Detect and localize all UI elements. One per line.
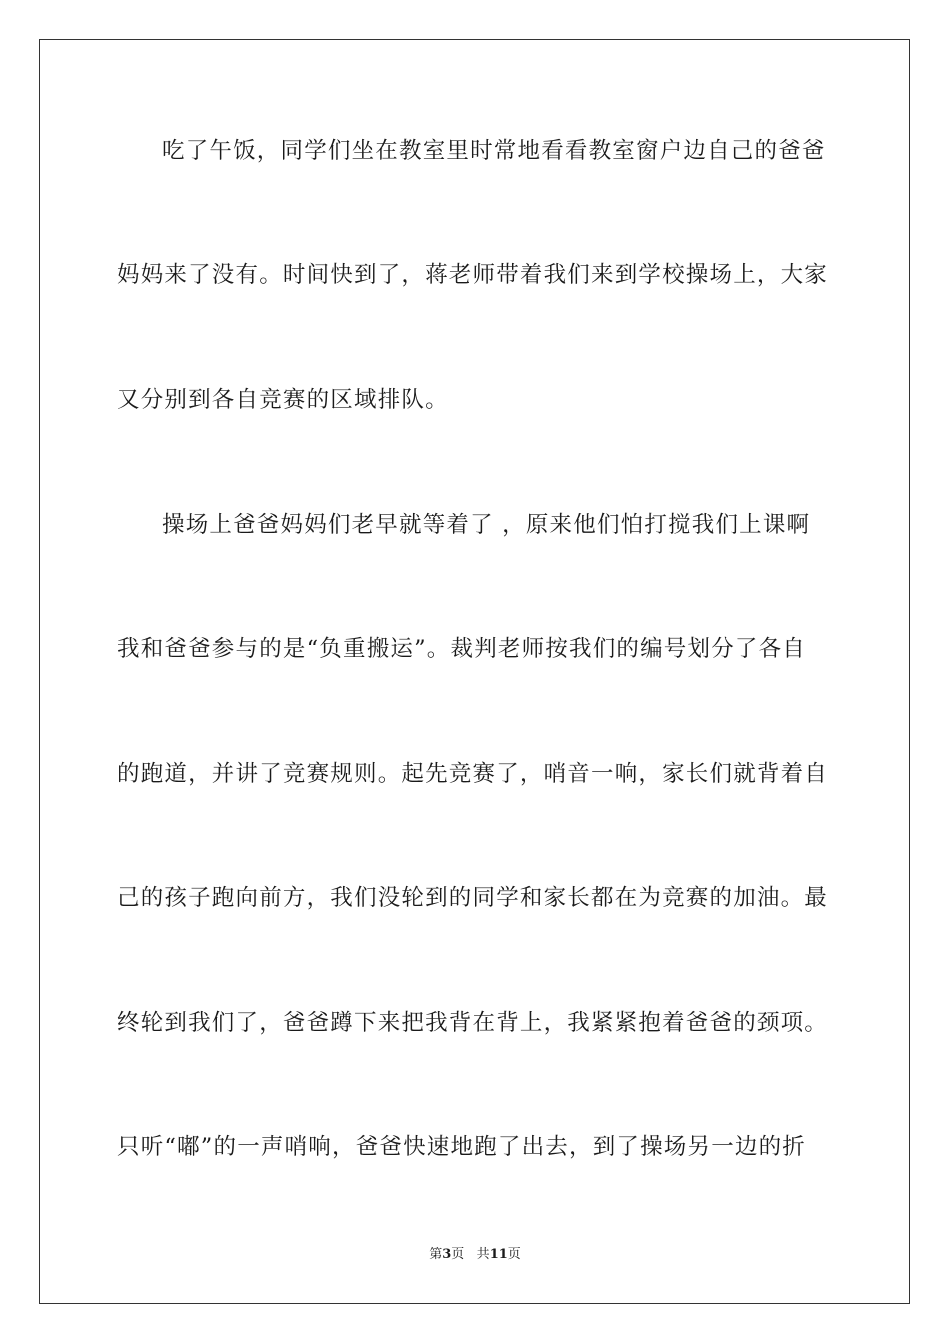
- paragraph-2-line-6: 只听“嘟”的一声哨响，爸爸快速地跑了出去，到了操场另一边的折: [117, 1134, 807, 1160]
- paragraph-2-line-3: 的跑道，并讲了竞赛规则。起先竞赛了，哨音一响，家长们就背着自: [117, 761, 829, 787]
- footer-total-prefix: 共: [476, 1247, 490, 1262]
- paragraph-1-line-2: 妈妈来了没有。时间快到了，蒋老师带着我们来到学校操场上，大家: [117, 262, 829, 288]
- page-frame: [39, 39, 910, 1304]
- paragraph-1-line-1: 吃了午饭，同学们坐在教室里时常地看看教室窗户边自己的爸爸: [162, 138, 826, 164]
- footer-total-pages: 11: [489, 1247, 508, 1262]
- paragraph-2-line-2: 我和爸爸参与的是“负重搬运”。裁判老师按我们的编号划分了各自: [117, 636, 807, 662]
- footer-page-number: 3: [442, 1247, 452, 1262]
- paragraph-2-line-4: 己的孩子跑向前方，我们没轮到的同学和家长都在为竞赛的加油。最: [117, 885, 829, 911]
- paragraph-2-line-5: 终轮到我们了，爸爸蹲下来把我背在背上，我紧紧抱着爸爸的颈项。: [117, 1010, 829, 1036]
- footer-page-suffix: 页: [451, 1247, 465, 1262]
- page-footer: [0, 1246, 950, 1264]
- paragraph-1-line-3: 又分别到各自竞赛的区域排队。: [117, 387, 449, 413]
- footer-page-prefix: 第: [429, 1247, 443, 1262]
- footer-total-suffix: 页: [507, 1247, 521, 1262]
- paragraph-2-line-1: 操场上爸爸妈妈们老早就等着了 ，原来他们怕打搅我们上课啊: [162, 512, 811, 538]
